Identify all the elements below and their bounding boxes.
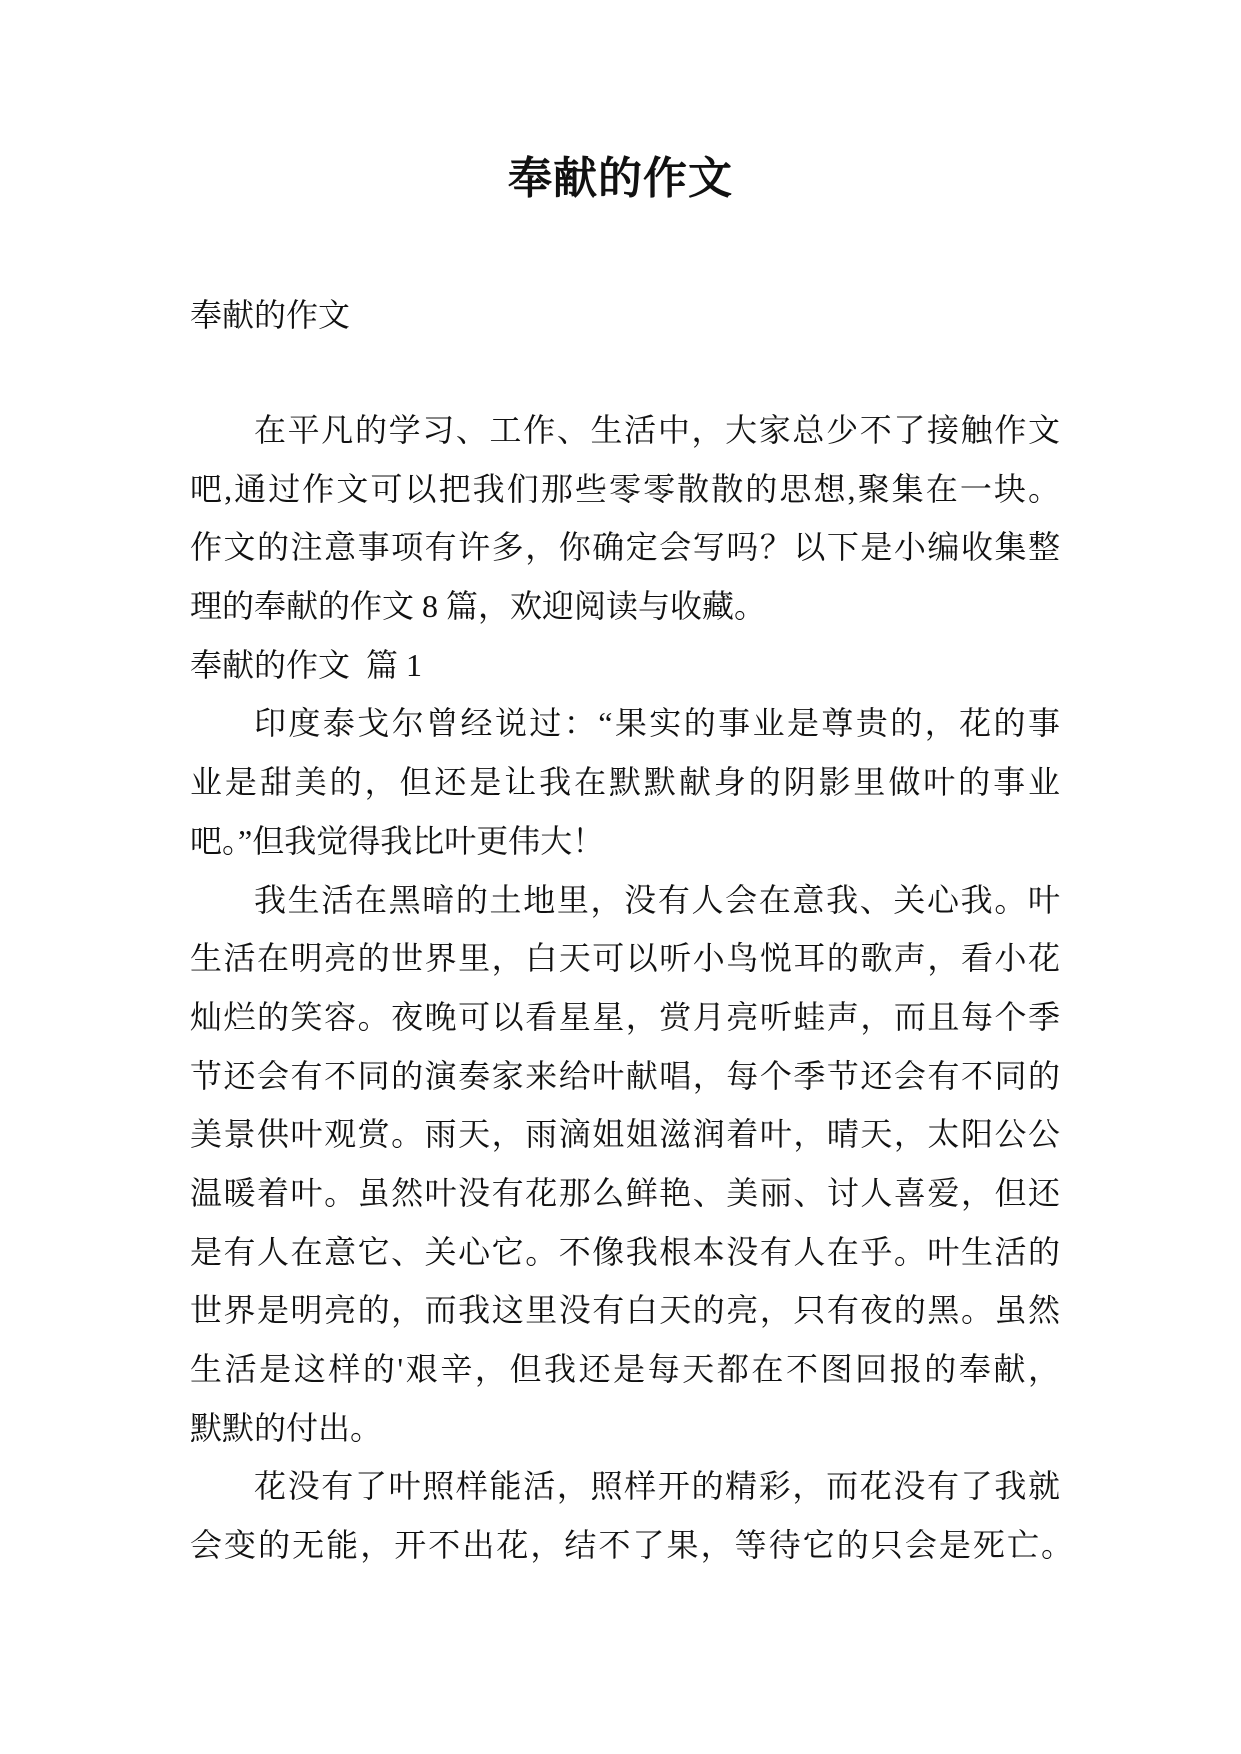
text-line: 印度泰戈尔曾经说过：“果实的事业是尊贵的，花的事: [254, 705, 1060, 742]
text-line: 我生活在黑暗的土地里，没有人会在意我、关心我。叶: [254, 881, 1060, 918]
text-line: 默默的付出。: [190, 1409, 383, 1446]
text-line: 花没有了叶照样能活，照样开的精彩，而花没有了我就: [254, 1468, 1060, 1505]
text-line: 业是甜美的，但还是让我在默默献身的阴影里做叶的事业: [190, 764, 1060, 801]
body-paragraph: [190, 694, 1060, 870]
document-title: 奉献的作文: [508, 154, 733, 203]
text-line: 作文的注意事项有许多，你确定会写吗？以下是小编收集整: [190, 529, 1060, 566]
text-line: 节还会有不同的演奏家来给叶献唱，每个季节还会有不同的: [190, 1057, 1060, 1094]
text-line: 世界是明亮的，而我这里没有白天的亮，只有夜的黑。虽然: [190, 1292, 1060, 1329]
text-line: 理的奉献的作文 8 篇，欢迎阅读与收藏。: [190, 588, 767, 625]
text-line: 吧,通过作文可以把我们那些零零散散的思想,聚集在一块。: [190, 470, 1060, 507]
text-line: 生活在明亮的世界里，白天可以听小鸟悦耳的歌声，看小花: [190, 940, 1060, 977]
body-paragraph: [190, 1457, 1073, 1574]
document-body: [190, 401, 1073, 1575]
text-line: 会变的无能，开不出花，结不了果，等待它的只会是死亡。: [190, 1527, 1073, 1564]
text-line: 是有人在意它、关心它。不像我根本没有人在乎。叶生活的: [190, 1233, 1060, 1270]
body-paragraph: [190, 871, 1060, 1458]
text-line: 在平凡的学习、工作、生活中，大家总少不了接触作文: [254, 412, 1060, 448]
text-line: 美景供叶观赏。雨天，雨滴姐姐滋润着叶，晴天，太阳公公: [190, 1116, 1060, 1153]
section-heading: 奉献的作文 篇 1: [190, 646, 423, 683]
text-line: 生活是这样的'艰辛，但我还是每天都在不图回报的奉献，: [190, 1351, 1060, 1387]
intro-paragraph: [190, 401, 1060, 636]
text-line: 灿烂的笑容。夜晚可以看星星，赏月亮听蛙声，而且每个季: [190, 998, 1060, 1035]
text-line: 吧。”但我觉得我比叶更伟大！: [190, 822, 605, 859]
document-subtitle: 奉献的作文: [190, 297, 351, 333]
text-line: 温暖着叶。虽然叶没有花那么鲜艳、美丽、讨人喜爱，但还: [190, 1174, 1060, 1211]
